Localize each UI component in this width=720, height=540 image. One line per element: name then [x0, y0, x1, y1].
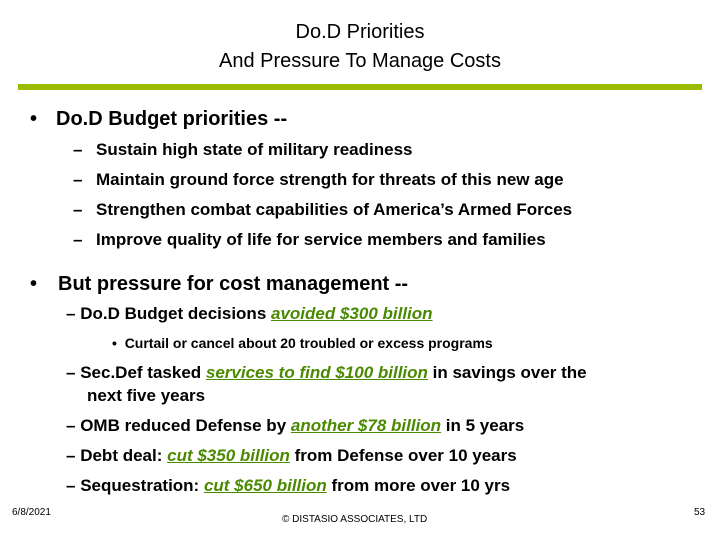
item-text: Debt deal:: [80, 446, 168, 465]
item-text: Do.D Budget decisions: [80, 304, 271, 323]
cost-item-budget-decisions: [66, 303, 433, 325]
dash-icon: –: [73, 230, 83, 249]
cost-item-sequestration: [66, 475, 510, 497]
item-text-after: from more over 10 yrs: [326, 476, 511, 495]
sub-item-programs: [112, 334, 493, 352]
cost-item-secdef-continuation: next five years: [87, 386, 206, 405]
dash-icon: –: [73, 200, 83, 219]
section1-heading: Do.D Budget priorities --: [56, 108, 288, 130]
cost-item-omb: [66, 415, 524, 437]
priority-item: Strengthen combat capabilities of America’s Armed Forces: [96, 200, 573, 219]
sub-bullet-icon: •: [112, 335, 117, 351]
item-text: Sequestration:: [80, 476, 204, 495]
section2-heading: But pressure for cost management --: [58, 273, 409, 295]
highlight-amount: avoided $300 billion: [271, 304, 433, 323]
bullet-icon: •: [30, 108, 38, 130]
highlight-amount: cut $650 billion: [203, 476, 327, 495]
priority-item: Maintain ground force strength for threats of this new age: [96, 170, 564, 189]
cost-item-secdef: [66, 362, 587, 384]
dash-icon: –: [66, 416, 76, 435]
dash-icon: –: [73, 140, 83, 159]
title-line-1: Do.D Priorities: [295, 21, 425, 43]
dash-icon: –: [73, 170, 83, 189]
item-text: OMB reduced Defense by: [80, 416, 291, 435]
bullet-icon: •: [30, 273, 38, 295]
dash-icon: –: [66, 363, 76, 382]
highlight-amount: another $78 billion: [290, 416, 442, 435]
highlight-amount: services to find $100 billion: [205, 363, 428, 382]
cost-item-debt-deal: [66, 445, 517, 467]
item-text-after: in savings over the: [427, 363, 587, 382]
footer-copyright: © DISTASIO ASSOCIATES, LTD: [282, 514, 428, 525]
dash-icon: –: [66, 446, 76, 465]
page-number: 53: [694, 507, 706, 518]
footer-date: 6/8/2021: [12, 507, 51, 518]
priority-item: Improve quality of life for service members and families: [96, 230, 546, 249]
item-text-after: in 5 years: [441, 416, 525, 435]
slide-title: [0, 18, 720, 76]
highlight-amount: cut $350 billion: [167, 446, 290, 465]
dash-icon: –: [66, 476, 76, 495]
priority-item: Sustain high state of military readiness: [96, 140, 413, 159]
item-text-after: from Defense over 10 years: [289, 446, 517, 465]
dash-icon: –: [66, 304, 76, 323]
title-line-2: And Pressure To Manage Costs: [218, 50, 501, 72]
item-text: Sec.Def tasked: [80, 363, 206, 382]
sub-item-text: Curtail or cancel about 20 troubled or excess programs: [124, 335, 493, 351]
title-divider: [18, 84, 702, 90]
